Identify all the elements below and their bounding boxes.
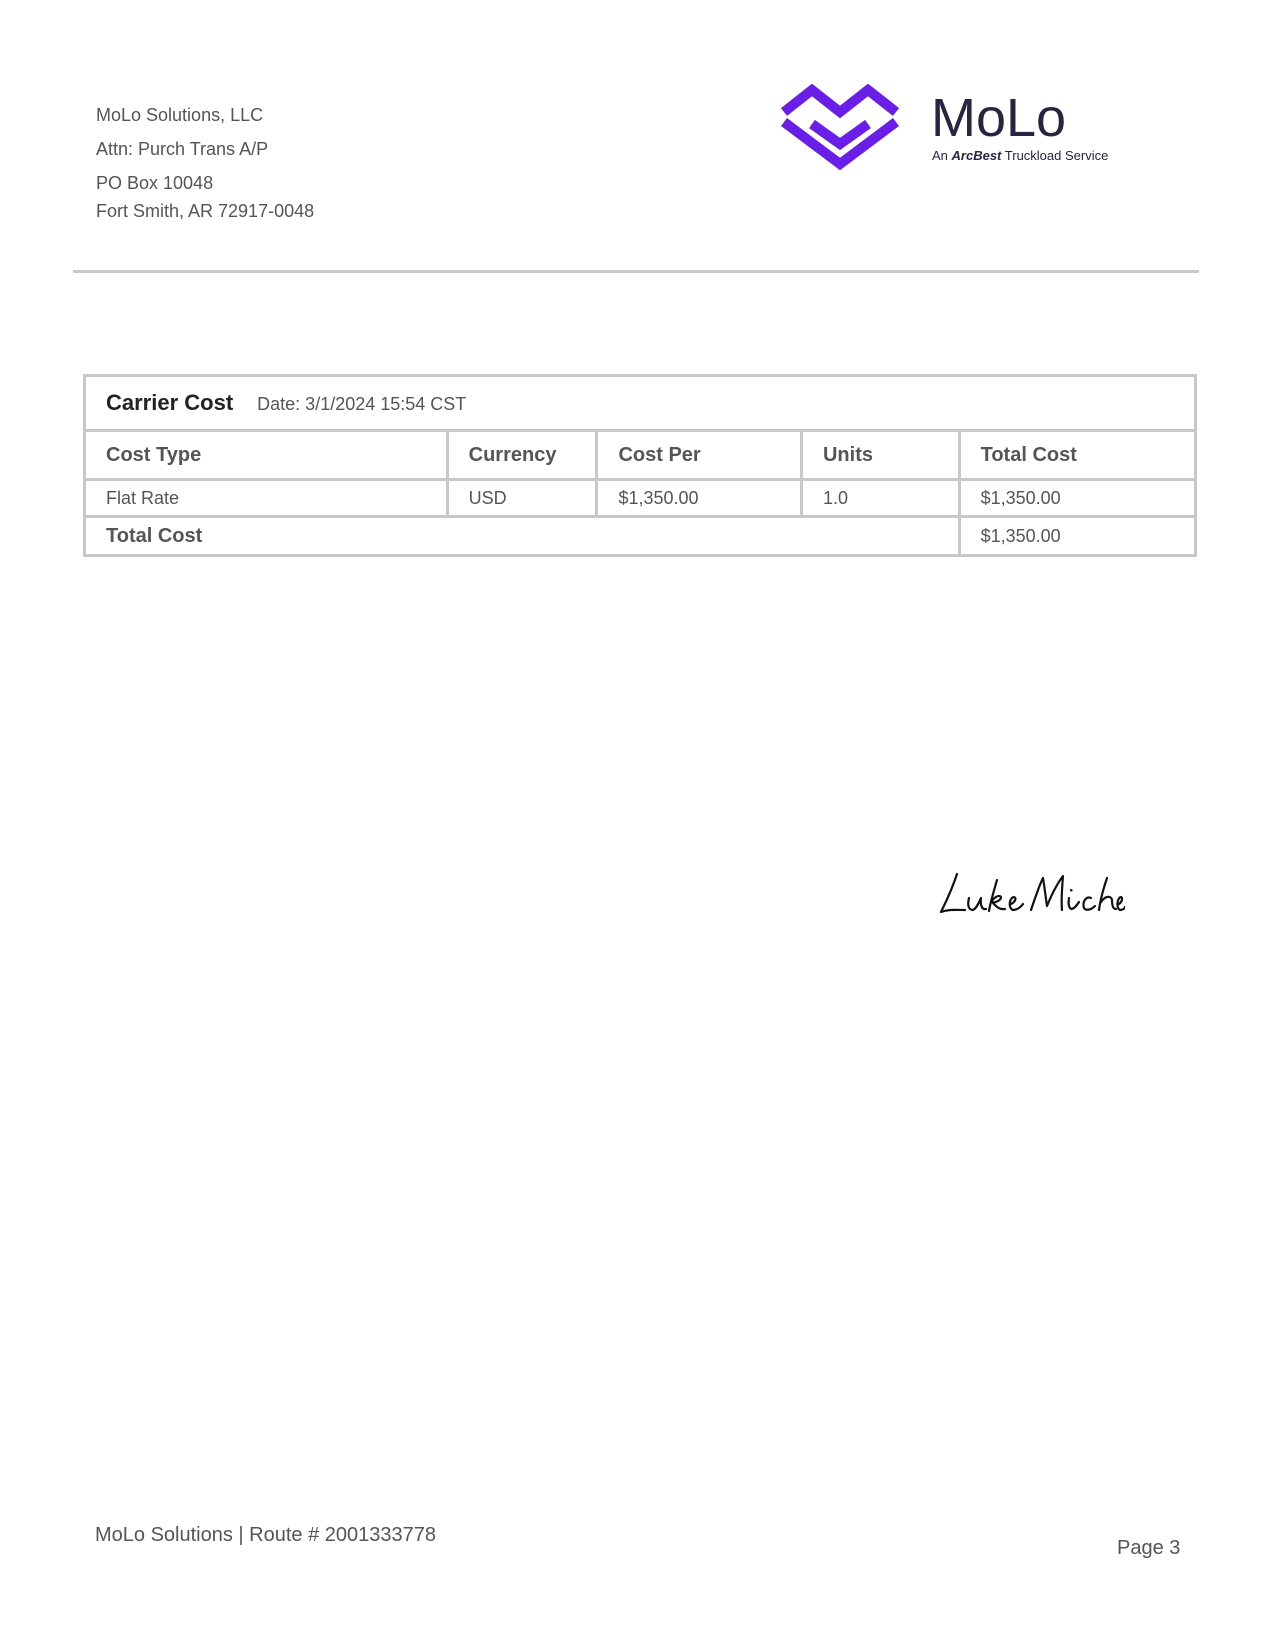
table-title-cell [85, 376, 1196, 431]
table-date: Date: 3/1/2024 15:54 CST [257, 394, 467, 414]
attention-line: Attn: Purch Trans A/P [96, 139, 269, 159]
signature [935, 868, 1125, 918]
total-value: $1,350.00 [959, 517, 1195, 556]
table-title: Carrier Cost [106, 390, 234, 415]
molo-logo [776, 84, 1146, 176]
column-header: Cost Type [85, 431, 448, 480]
page-number: Page 3 [1117, 1537, 1181, 1559]
molo-mark-icon [784, 90, 896, 164]
company-name: MoLo Solutions, LLC [96, 105, 264, 125]
logo-tagline: An ArcBest Truckload Service [932, 148, 1109, 163]
units-cell: 1.0 [801, 480, 959, 517]
cost-per-cell: $1,350.00 [597, 480, 802, 517]
footer-route: MoLo Solutions | Route # 2001333778 [95, 1524, 437, 1546]
total-cost-cell: $1,350.00 [959, 480, 1195, 517]
city-state-zip: Fort Smith, AR 72917-0048 [96, 201, 315, 221]
column-header: Cost Per [597, 431, 802, 480]
column-header: Currency [447, 431, 597, 480]
table-row [85, 480, 1196, 517]
currency-cell: USD [447, 480, 597, 517]
total-row [85, 517, 1196, 556]
cost-type-cell: Flat Rate [85, 480, 448, 517]
po-box: PO Box 10048 [96, 173, 214, 193]
header-divider [73, 270, 1199, 273]
column-header: Total Cost [959, 431, 1195, 480]
total-label: Total Cost [85, 517, 960, 556]
column-header: Units [801, 431, 959, 480]
logo-wordmark: MoLo [931, 88, 1067, 148]
carrier-cost-table [83, 374, 1197, 557]
